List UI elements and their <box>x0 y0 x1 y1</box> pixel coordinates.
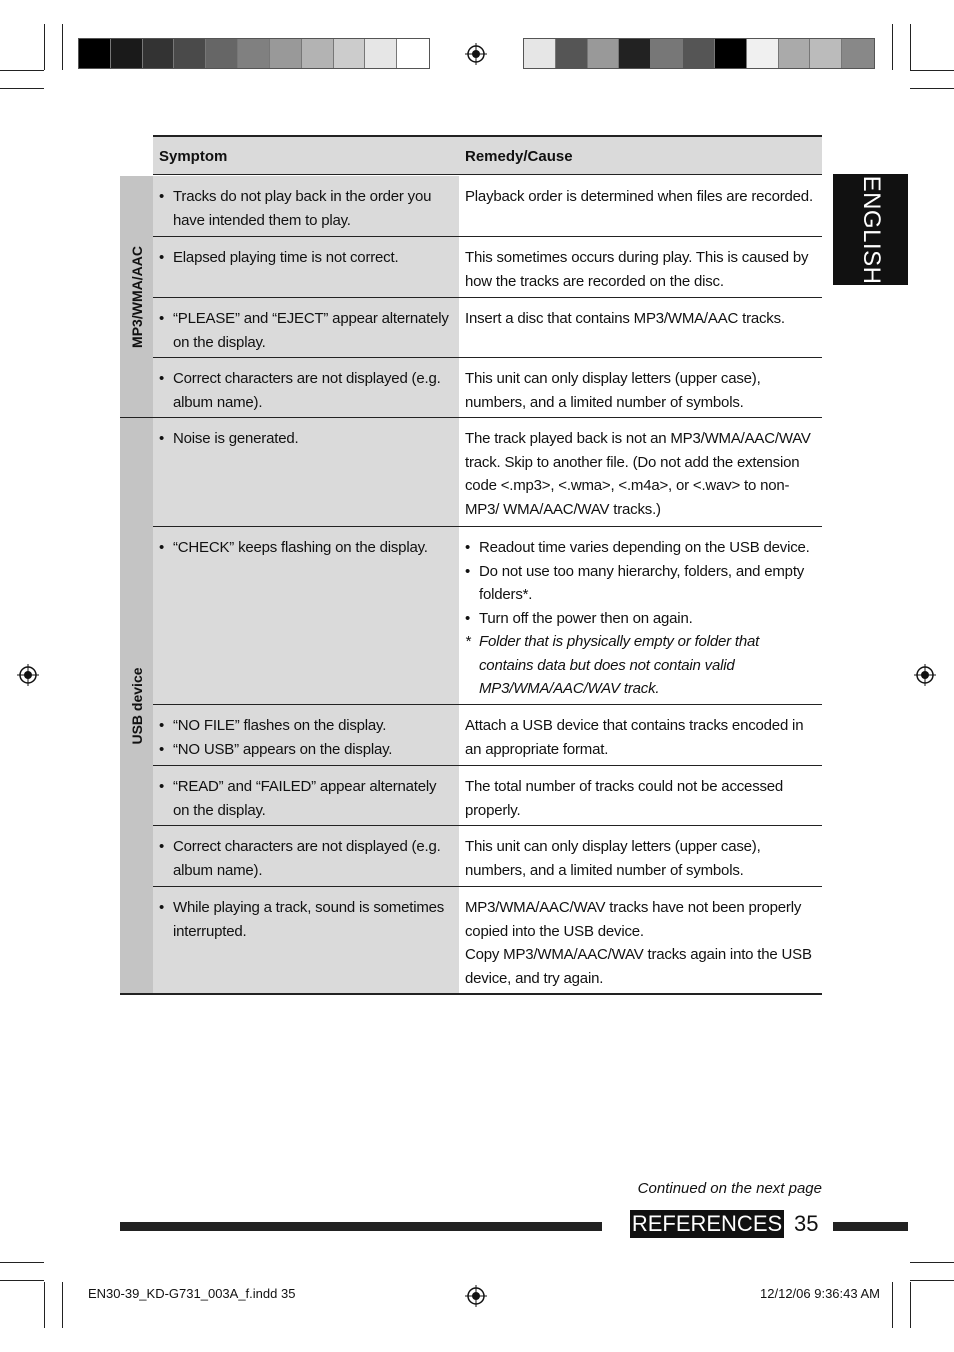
symptom-text: • Noise is generated. <box>159 427 451 451</box>
table-row <box>153 766 822 826</box>
slug-date: 12/12/06 9:36:43 AM <box>760 1286 880 1301</box>
remedy-footnote: * Folder that is physically empty or folder that contains data but does not contain valid MP3/WMA/AAC/WAV track. <box>465 630 816 701</box>
header-remedy: Remedy/Cause <box>465 148 573 165</box>
table-row <box>153 176 822 237</box>
color-swatch <box>206 39 238 68</box>
remedy-bullet: • Readout time varies depending on the USB device. <box>465 536 816 560</box>
symptom-text: • “PLEASE” and “EJECT” appear alternately on the display. <box>159 307 451 354</box>
symptom-text: • While playing a track, sound is sometimes interrupted. <box>159 896 451 943</box>
color-swatch <box>651 39 683 68</box>
color-swatch <box>619 39 651 68</box>
group-label-usb: USB device <box>128 667 145 745</box>
crop-mark <box>44 24 45 70</box>
remedy-text: This unit can only display letters (upper case), numbers, and a limited number of symbols. <box>465 838 761 879</box>
table-row <box>153 527 822 705</box>
remedy-text: Attach a USB device that contains tracks encoded in an appropriate format. <box>465 717 804 758</box>
table-row <box>153 358 822 418</box>
remedy-text: This unit can only display letters (upper case), numbers, and a limited number of symbols. <box>465 370 761 411</box>
slug-file: EN30-39_KD-G731_003A_f.indd 35 <box>88 1286 296 1301</box>
color-swatch <box>365 39 397 68</box>
crop-mark <box>892 24 893 70</box>
remedy-text: Insert a disc that contains MP3/WMA/AAC tracks. <box>465 310 785 327</box>
symptom-text: • “NO FILE” flashes on the display. <box>159 714 451 738</box>
table-row <box>153 298 822 358</box>
symptom-text: • Elapsed playing time is not correct. <box>159 246 451 270</box>
symptom-text: • Tracks do not play back in the order you have intended them to play. <box>159 185 451 232</box>
crop-mark <box>910 88 954 89</box>
remedy-bullet: • Turn off the power then on again. <box>465 607 816 631</box>
continued-note: Continued on the next page <box>637 1180 822 1197</box>
color-swatch <box>334 39 366 68</box>
color-swatch <box>174 39 206 68</box>
table-row <box>153 705 822 766</box>
color-swatch <box>779 39 811 68</box>
crop-mark <box>0 70 44 71</box>
section-label: REFERENCES <box>631 1211 783 1236</box>
symptom-text: • “CHECK” keeps flashing on the display. <box>159 536 451 560</box>
remedy-text: This sometimes occurs during play. This is caused by how the tracks are recorded on the disc. <box>465 249 809 290</box>
crop-mark <box>62 24 63 70</box>
color-swatch <box>524 39 556 68</box>
color-swatch <box>143 39 175 68</box>
registration-mark-icon <box>914 664 936 686</box>
color-swatch <box>810 39 842 68</box>
language-tab <box>833 174 908 285</box>
crop-mark <box>892 1282 893 1328</box>
crop-mark <box>0 1262 44 1263</box>
remedy-text: Copy MP3/WMA/AAC/WAV tracks again into the USB device, and try again. <box>465 946 812 987</box>
language-tab-label: ENGLISH <box>857 175 885 284</box>
crop-mark <box>910 1280 954 1281</box>
color-swatch <box>556 39 588 68</box>
symptom-text: • “READ” and “FAILED” appear alternately on the display. <box>159 775 451 822</box>
color-bar-left <box>78 38 430 69</box>
group-mp3 <box>120 176 153 418</box>
color-swatch <box>238 39 270 68</box>
symptom-text: • “NO USB” appears on the display. <box>159 738 451 762</box>
table-row <box>153 237 822 298</box>
crop-mark <box>44 1282 45 1328</box>
remedy-text: The total number of tracks could not be accessed properly. <box>465 778 784 819</box>
registration-mark-icon <box>17 664 39 686</box>
color-swatch <box>79 39 111 68</box>
table-header <box>153 135 822 175</box>
color-bar-right <box>523 38 875 69</box>
crop-mark <box>62 1282 63 1328</box>
color-swatch <box>397 39 429 68</box>
table-row <box>153 887 822 995</box>
remedy-text: MP3/WMA/AAC/WAV tracks have not been properly copied into the USB device. <box>465 899 802 940</box>
remedy-text: The track played back is not an MP3/WMA/AAC/WAV track. Skip to another file. (Do not add the extension code <.mp3>, <.wma>, <.m4a>, or <.wav> to non-MP3/ WMA/AAC/WAV tracks.) <box>465 430 811 518</box>
crop-mark <box>910 24 911 70</box>
color-swatch <box>270 39 302 68</box>
header-symptom: Symptom <box>159 148 228 165</box>
registration-mark-icon <box>465 1285 487 1307</box>
group-usb <box>120 418 153 994</box>
color-swatch <box>842 39 874 68</box>
footer-rule <box>120 1222 602 1231</box>
symptom-text: • Correct characters are not displayed (e.g. album name). <box>159 367 451 414</box>
crop-mark <box>0 88 44 89</box>
crop-mark <box>910 1262 954 1263</box>
color-swatch <box>715 39 747 68</box>
crop-mark <box>910 70 954 71</box>
color-swatch <box>302 39 334 68</box>
group-label-mp3: MP3/WMA/AAC <box>128 246 145 348</box>
footer-rule <box>833 1222 908 1231</box>
color-swatch <box>747 39 779 68</box>
color-swatch <box>111 39 143 68</box>
symptom-text: • Correct characters are not displayed (e.g. album name). <box>159 835 451 882</box>
registration-mark-icon <box>465 43 487 65</box>
crop-mark <box>0 1280 44 1281</box>
remedy-bullet: • Do not use too many hierarchy, folders, and empty folders*. <box>465 560 816 607</box>
crop-mark <box>910 1282 911 1328</box>
color-swatch <box>683 39 715 68</box>
color-swatch <box>588 39 620 68</box>
remedy-text: Playback order is determined when files are recorded. <box>465 188 813 205</box>
table-row <box>153 418 822 527</box>
page-number: 35 <box>794 1211 819 1236</box>
group-divider <box>120 993 153 995</box>
table-row <box>153 826 822 887</box>
